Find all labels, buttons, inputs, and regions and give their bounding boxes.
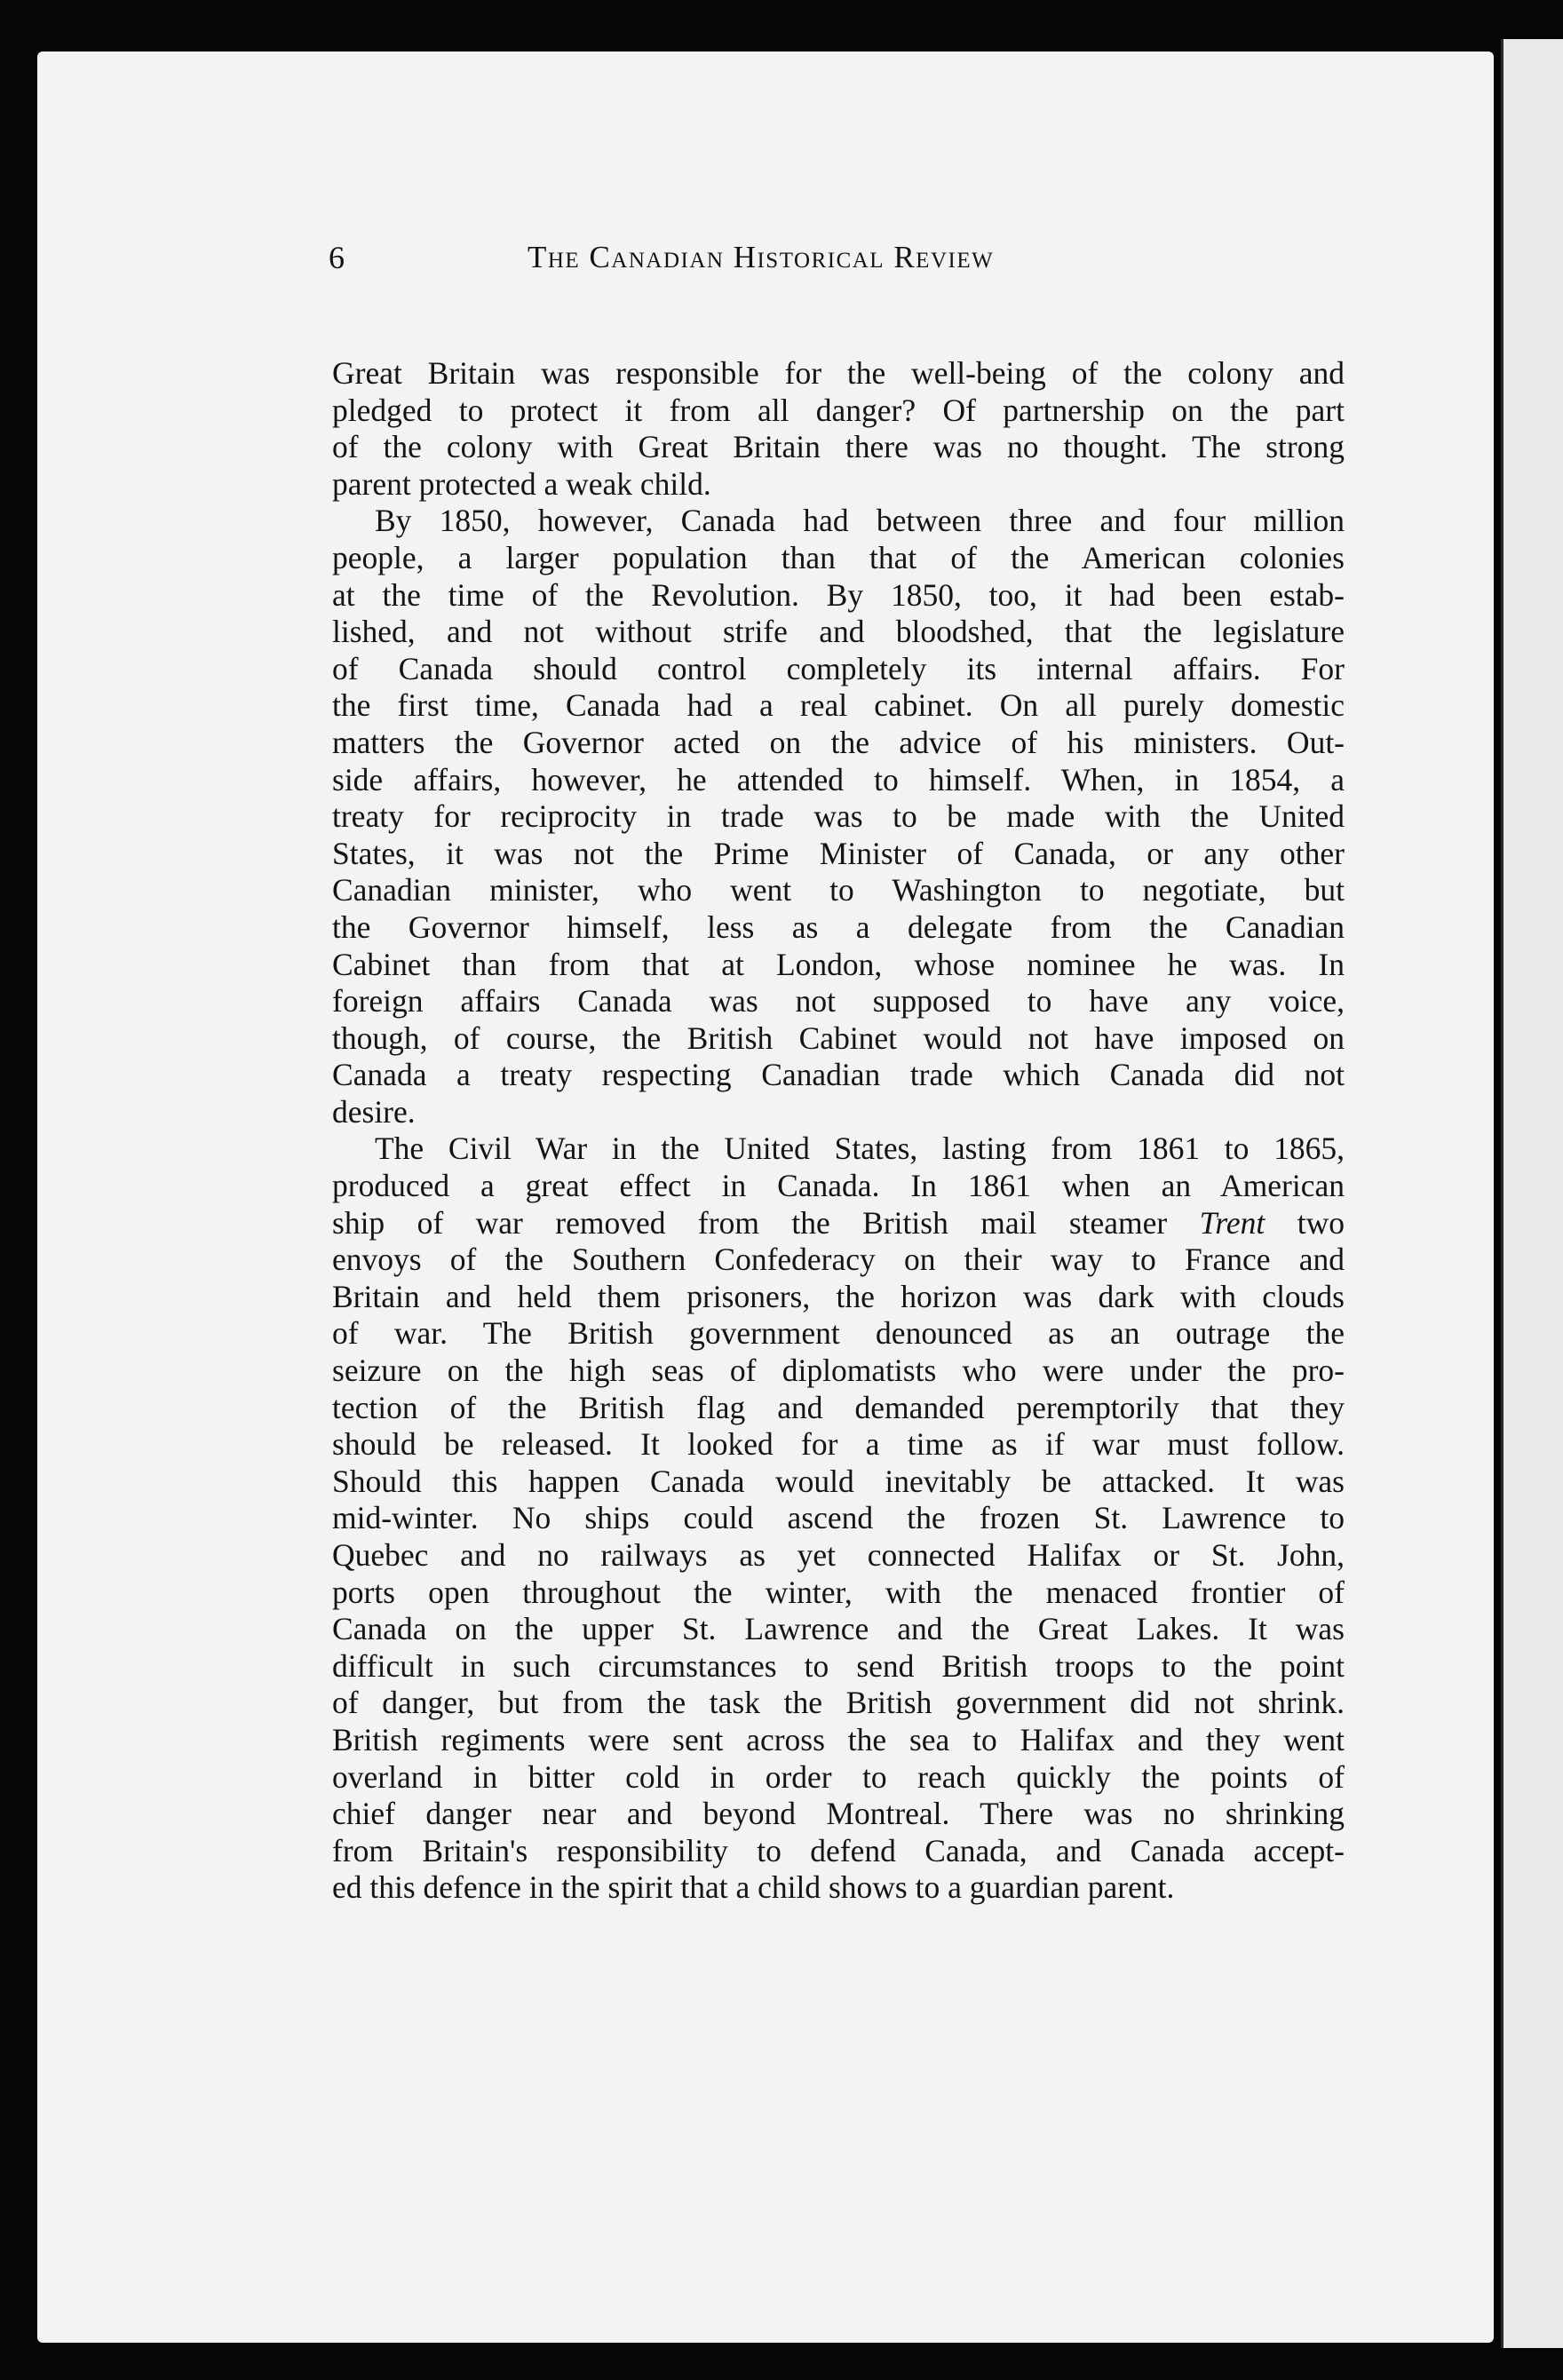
text-line: overland in bitter cold in order to reach quickly the points of	[332, 1758, 1345, 1795]
text-line: of war. The British government denounced as an outrage the	[332, 1315, 1345, 1352]
text-line: matters the Governor acted on the advice of his ministers. Out-	[332, 724, 1345, 760]
body-text	[332, 355, 1345, 1907]
text-line: pledged to protect it from all danger? Of partnership on the part	[332, 392, 1345, 428]
text-line: people, a larger population than that of the American colonies	[332, 539, 1345, 575]
text-line: of Canada should control completely its internal affairs. For	[332, 650, 1345, 686]
text-line: at the time of the Revolution. By 1850, too, it had been estab-	[332, 576, 1345, 613]
text-line: seizure on the high seas of diplomatists who were under the pro-	[332, 1353, 1345, 1389]
page-number: 6	[329, 240, 345, 275]
text-line: difficult in such circumstances to send British troops to the point	[332, 1647, 1345, 1684]
text-line: foreign affairs Canada was not supposed to have any voice,	[332, 983, 1345, 1019]
text-line: produced a great effect in Canada. In 1861 when an American	[332, 1168, 1345, 1204]
ship-name: Trent	[1199, 1204, 1265, 1241]
text-line: ed this defence in the spirit that a child shows to a guardian parent.	[332, 1869, 1175, 1906]
text-line: of the colony with Great Britain there was no thought. The strong	[332, 429, 1345, 465]
text-line: lished, and not without strife and bloodshed, that the legislature	[332, 614, 1345, 650]
text-line: ship of war removed from the British mail steamer Trent two	[332, 1204, 1345, 1241]
text-line: Britain and held them prisoners, the horizon was dark with clouds	[332, 1278, 1345, 1314]
running-title: The Canadian Historical Review	[528, 240, 995, 274]
text-line: Canada a treaty respecting Canadian trade which Canada did not	[332, 1057, 1345, 1093]
text-line: side affairs, however, he attended to himself. When, in 1854, a	[332, 761, 1345, 797]
text-line: from Britain's responsibility to defend Canada, and Canada accept-	[332, 1832, 1345, 1868]
text-line: of danger, but from the task the British government did not shrink.	[332, 1685, 1345, 1721]
text-line: the first time, Canada had a real cabinet. On all purely domestic	[332, 687, 1345, 724]
text-line: though, of course, the British Cabinet would not have imposed on	[332, 1019, 1345, 1056]
text-line: The Civil War in the United States, lasting from 1861 to 1865,	[375, 1130, 1345, 1167]
text-line: Canada on the upper St. Lawrence and the Great Lakes. It was	[332, 1611, 1345, 1647]
text-line: should be released. It looked for a time as if war must follow.	[332, 1426, 1345, 1463]
text-line: By 1850, however, Canada had between three and four million	[375, 503, 1345, 539]
text-line: Quebec and no railways as yet connected Halifax or St. John,	[332, 1537, 1345, 1573]
text-line: parent protected a weak child.	[332, 465, 711, 502]
text-line: envoys of the Southern Confederacy on their way to France and	[332, 1242, 1345, 1278]
text-line: Great Britain was responsible for the well-being of the colony and	[332, 355, 1345, 391]
paragraph-2	[332, 503, 1345, 1130]
text-line: chief danger near and beyond Montreal. There was no shrinking	[332, 1796, 1345, 1832]
text-line: ports open throughout the winter, with the menaced frontier of	[332, 1574, 1345, 1610]
facing-page-edge	[1501, 39, 1563, 2348]
text-line: mid-winter. No ships could ascend the frozen St. Lawrence to	[332, 1500, 1345, 1536]
running-header	[329, 231, 1341, 284]
text-line: tection of the British flag and demanded peremptorily that they	[332, 1389, 1345, 1425]
paragraph-1	[332, 355, 1345, 503]
text-line: British regiments were sent across the sea to Halifax and they went	[332, 1721, 1345, 1757]
text-line: treaty for reciprocity in trade was to be made with the United	[332, 798, 1345, 835]
text-line: States, it was not the Prime Minister of Canada, or any other	[332, 835, 1345, 871]
text-line: desire.	[332, 1093, 416, 1130]
text-line: Should this happen Canada would inevitably be attacked. It was	[332, 1463, 1345, 1499]
text-line: Cabinet than from that at London, whose nominee he was. In	[332, 946, 1345, 982]
text-line: Canadian minister, who went to Washington to negotiate, but	[332, 872, 1345, 908]
paragraph-3	[332, 1130, 1345, 1906]
text-line: the Governor himself, less as a delegate from the Canadian	[332, 908, 1345, 945]
